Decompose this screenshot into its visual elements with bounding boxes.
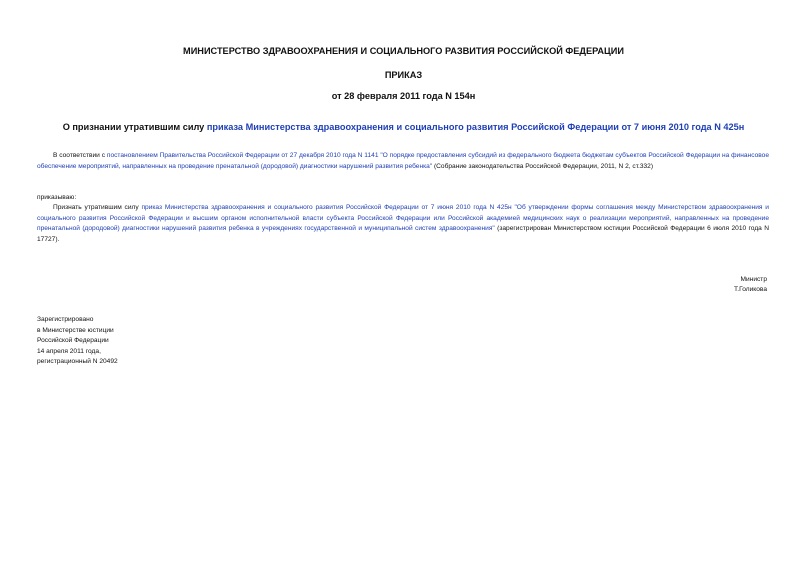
ministry-heading: МИНИСТЕРСТВО ЗДРАВООХРАНЕНИЯ И СОЦИАЛЬНОГО РАЗВИТИЯ РОССИЙСКОЙ ФЕДЕРАЦИИ xyxy=(183,46,624,56)
paragraph-revocation-suffix: (зарегистрирован Министерством юстиции Российской Федерации 6 июля 2010 года N 17727). xyxy=(37,225,769,243)
subject-order-link[interactable]: приказа Министерства здравоохранения и социального развития Российской Федерации от 7 июня 2010 года N 425н xyxy=(206,122,745,132)
signature-role: Министр xyxy=(740,276,767,283)
registration-line: Российской Федерации xyxy=(37,337,109,344)
subject-prefix: О признании утратившим силу xyxy=(62,122,207,132)
government-decree-link[interactable]: постановлением Правительства Российской Федерации от 27 декабря 2010 года N 1141 "О порядке предоставления субсидий из федерального бюджета бюджетам субъектов Российской Федерации на финансовое обеспечение мероприятий, направленных на проведение пренатальной (дородовой) диагностики нарушений развития ребенка" xyxy=(37,152,769,170)
paragraph-basis-prefix: В соответствии с xyxy=(53,152,107,159)
registration-line: Зарегистрировано xyxy=(37,316,94,323)
paragraph-basis-suffix: (Собрание законодательства Российской Федерации, 2011, N 2, ст.332) xyxy=(432,162,654,170)
document-subject xyxy=(0,122,807,133)
orders-word: приказываю: xyxy=(37,194,77,201)
registration-date: 14 апреля 2011 года, xyxy=(37,348,101,355)
document-date-number: от 28 февраля 2011 года N 154н xyxy=(331,91,476,101)
paragraph-revocation xyxy=(37,203,769,245)
signature-name: Т.Голикова xyxy=(733,286,767,293)
document-type: ПРИКАЗ xyxy=(384,70,423,80)
registration-line: в Министерстве юстиции xyxy=(37,327,114,334)
paragraph-revocation-prefix: Признать утратившим силу xyxy=(53,204,142,211)
revoked-order-link[interactable]: приказ Министерства здравоохранения и социального развития Российской Федерации от 7 июня 2010 года N 425н "Об утверждении формы соглашения между Министерством здравоохранения и социального развития Российской Федерации и высшим органом исполнительной власти субъекта Российской Федерации или Российской академией медицинских наук о реализации мероприятий, направленных на проведение пренатальной (дородовой) диагностики нарушений развития ребенка в учреждениях государственной и муниципальной систем здравоохранения" xyxy=(37,204,769,233)
paragraph-basis xyxy=(37,151,769,172)
registration-number: регистрационный N 20492 xyxy=(37,358,118,365)
